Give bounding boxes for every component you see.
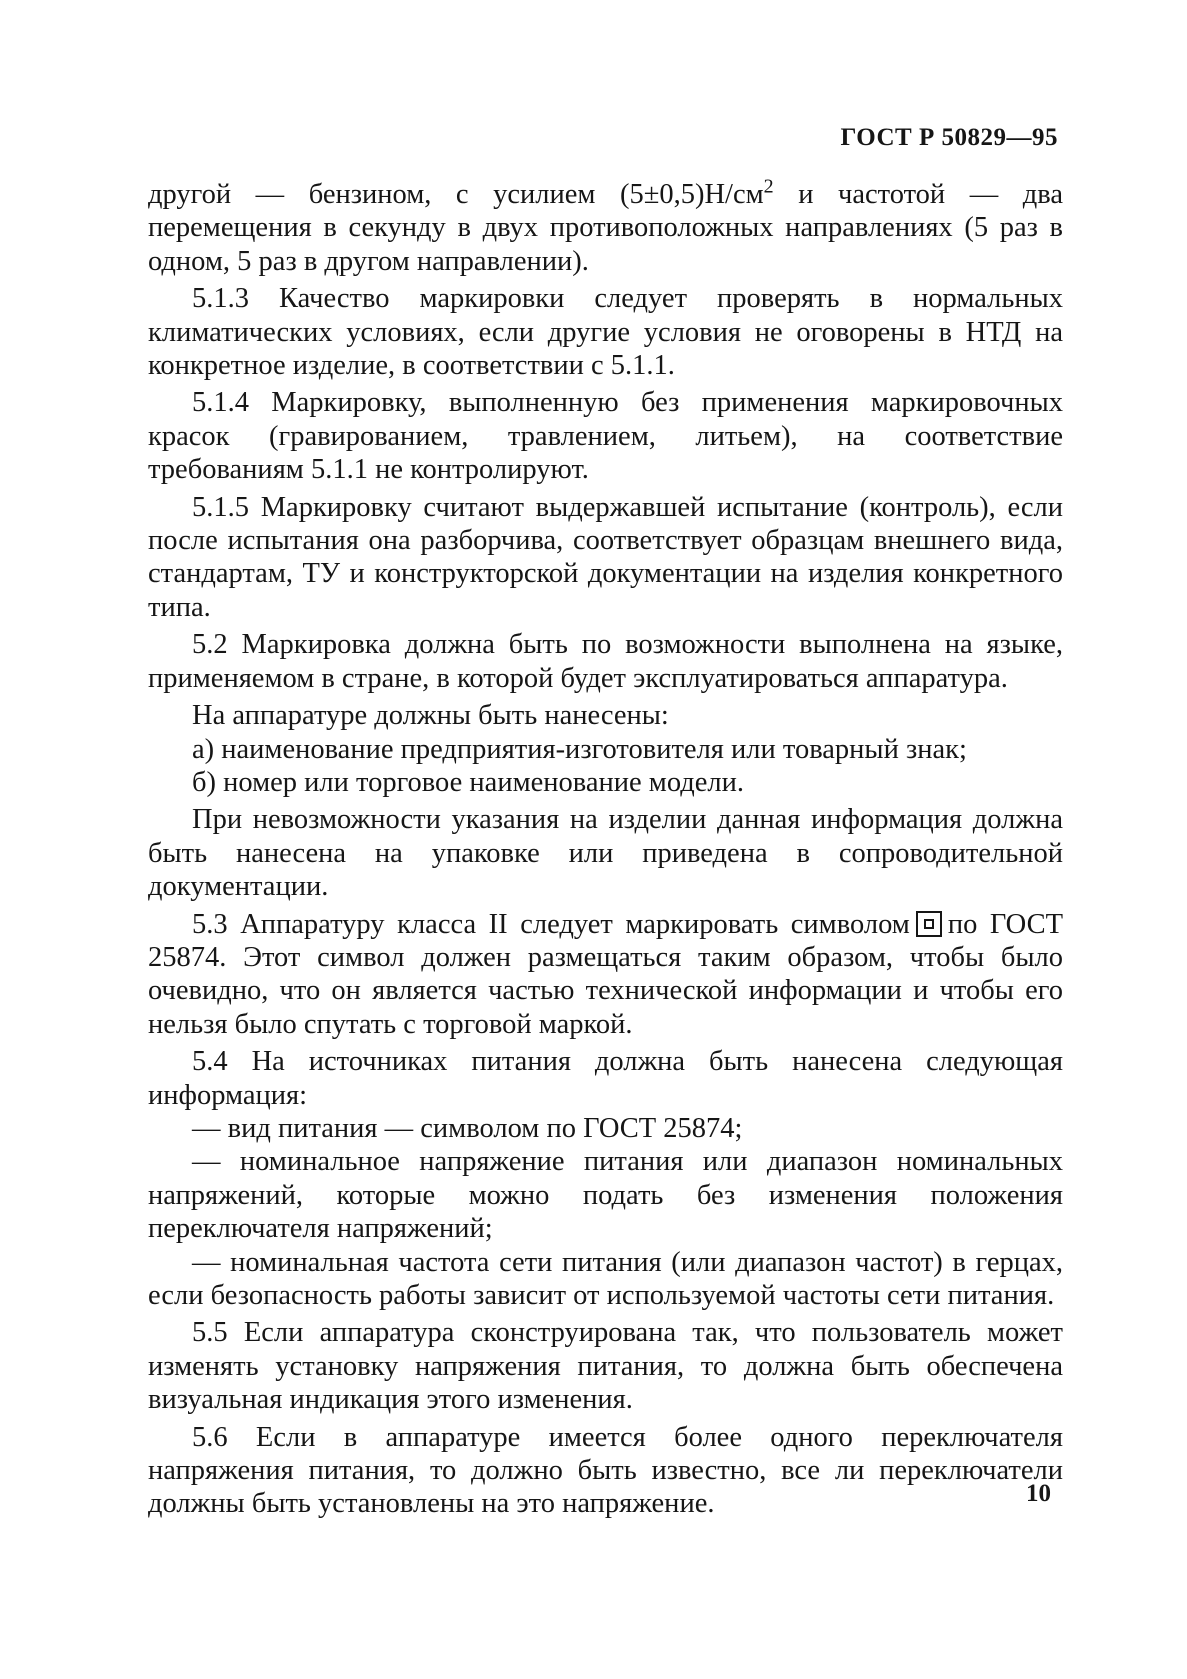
paragraph-5-1-4: 5.1.4 Маркировку, выполненную без применения маркировочных красок (гравированием, травлением, литьем), на соответствие требованиям 5.1.1 не контролируют. [148, 387, 1063, 486]
document-header: ГОСТ Р 50829—95 [840, 124, 1058, 151]
paragraph-5-2: 5.2 Маркировка должна быть по возможности выполнена на языке, применяемом в стране, в которой будет эксплуатироваться аппаратура. [148, 629, 1063, 694]
document-body [148, 175, 1064, 1521]
superscript-2: 2 [763, 175, 774, 198]
paragraph-5-3 [148, 908, 1063, 1042]
paragraph-5-4: 5.4 На источниках питания должна быть нанесена следующая информация: [148, 1046, 1063, 1111]
list-item-dash-1: — вид питания — символом по ГОСТ 25874; [192, 1112, 743, 1144]
paragraph-5-1-3: 5.1.3 Качество маркировки следует проверять в нормальных климатических условиях, если другие условия не оговорены в НТД на конкретное изделие, в соответствии с 5.1.1. [148, 283, 1063, 382]
paragraph-5-3-text-start: 5.3 Аппаратуру класса II следует маркировать символом [192, 908, 910, 940]
list-item-b: б) номер или торговое наименование модели. [192, 766, 744, 798]
list-item-a: а) наименование предприятия-изготовителя или товарный знак; [192, 733, 967, 765]
class-ii-symbol-icon [916, 911, 942, 937]
paragraph-5-3-text-end: по ГОСТ 25874. Этот символ должен размещаться таким образом, чтобы было очевидно, что он является частью технической информации и чтобы его нельзя было спутать с торговой маркой. [148, 908, 1063, 1040]
paragraph-5-5: 5.5 Если аппаратура сконструирована так, что пользователь может изменять установку напряжения питания, то должна быть обеспечена визуальная индикация этого изменения. [148, 1317, 1063, 1416]
paragraph-5-1-5: 5.1.5 Маркировку считают выдержавшей испытание (контроль), если после испытания она разборчива, соответствует образцам внешнего вида, стандартам, ТУ и конструкторской документации на изделия конкретного типа. [148, 491, 1063, 623]
list-item-dash-3: — номинальная частота сети питания (или диапазон частот) в герцах, если безопасность работы зависит от используемой частоты сети питания. [148, 1246, 1063, 1311]
page-number: 10 [1026, 1480, 1051, 1507]
paragraph-continuation [148, 175, 1064, 278]
paragraph-5-2-intro: На аппаратуре должны быть нанесены: [192, 700, 669, 732]
list-item-dash-2: — номинальное напряжение питания или диапазон номинальных напряжений, которые можно подать без изменения положения переключателя напряжений; [148, 1146, 1063, 1245]
paragraph-continuation-text: другой — бензином, с усилием (5±0,5)Н/см [148, 179, 764, 210]
paragraph-5-2-note: При невозможности указания на изделии данная информация должна быть нанесена на упаковке или приведена в сопроводительной документации. [148, 804, 1063, 903]
paragraph-5-6: 5.6 Если в аппаратуре имеется более одного переключателя напряжения питания, то должно быть известно, все ли переключатели должны быть установлены на это напряжение. [148, 1421, 1063, 1520]
paragraph-continuation-text-end: и частотой — два перемещения в секунду в двух противоположных направлениях (5 раз в одном, 5 раз в другом направлении). [148, 179, 1064, 277]
